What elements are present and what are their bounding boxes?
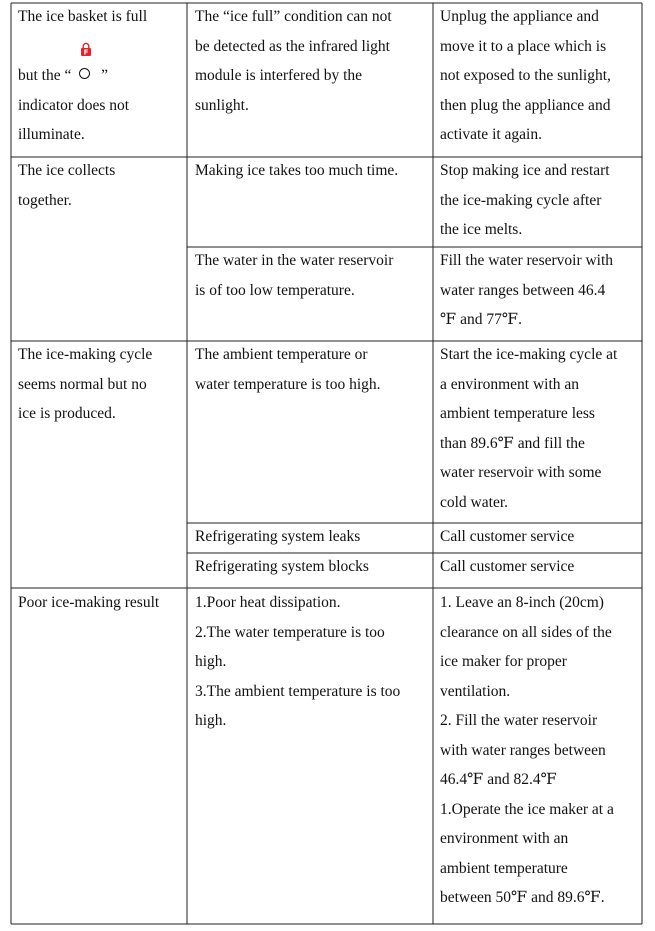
row3b-cause-line: Refrigerating system leaks xyxy=(195,528,361,545)
row3a-cause-cell xyxy=(195,340,431,399)
row4-solution-line: 1.Operate the ice maker at a xyxy=(440,800,614,818)
row3a-solution-line: a environment with an xyxy=(440,375,580,393)
row3c-cause-line: Refrigerating system blocks xyxy=(195,558,369,575)
row3a-solution-cell xyxy=(440,340,640,517)
row2b-solution-cell xyxy=(440,246,640,335)
row2a-solution-line: Stop making ice and restart xyxy=(440,162,610,179)
row4-solution-line: between 50℉ and 89.6℉. xyxy=(440,889,605,906)
row4-cause-cell xyxy=(195,588,431,736)
row2a-solution-line: the ice-making cycle after xyxy=(440,191,602,209)
row2-problem-line: together. xyxy=(18,191,72,209)
row1-solution-line: then plug the appliance and xyxy=(440,96,611,114)
row1-solution-line: activate it again. xyxy=(440,126,542,143)
row3a-cause-line: The ambient temperature or xyxy=(195,346,368,363)
row1-solution-cell xyxy=(440,2,640,150)
row3c-solution-cell xyxy=(440,552,640,582)
row3a-solution-line: cold water. xyxy=(440,493,509,511)
row1-solution-line: Unplug the appliance and xyxy=(440,8,599,25)
lock-icon xyxy=(80,42,92,56)
row4-solution-line: clearance on all sides of the xyxy=(440,623,612,641)
row1-problem-text: ” xyxy=(101,67,109,84)
row1-problem-cell xyxy=(18,2,184,150)
row3-problem-line: seems normal but no xyxy=(18,375,147,393)
row4-cause-line: 1.Poor heat dissipation. xyxy=(195,594,341,611)
row2b-cause-line: The water in the water reservoir xyxy=(195,252,394,269)
row1-problem-line: The ice basket is full xyxy=(18,8,148,25)
row2b-solution-line: Fill the water reservoir with xyxy=(440,252,614,269)
ice-full-indicator-icon xyxy=(75,48,97,80)
row3c-cause-cell xyxy=(195,552,431,582)
row4-solution-line: environment with an xyxy=(440,830,569,847)
row4-solution-line: ambient temperature xyxy=(440,859,568,877)
row4-cause-line: 2.The water temperature is too xyxy=(195,623,385,641)
row3b-solution-line: Call customer service xyxy=(440,528,575,545)
row3-problem-cell xyxy=(18,340,184,429)
row4-problem-cell xyxy=(18,588,184,618)
row4-solution-line: with water ranges between xyxy=(440,741,606,759)
row2b-solution-line: ℉ and 77℉. xyxy=(440,311,522,328)
row2a-cause-line: Making ice takes too much time. xyxy=(195,162,399,179)
row1-problem-text: but the “ xyxy=(18,67,72,84)
row1-problem-line: illuminate. xyxy=(18,126,85,143)
row4-cause-line: high. xyxy=(195,712,227,729)
row1-cause-line: be detected as the infrared light xyxy=(195,37,390,55)
row2-problem-line: The ice collects xyxy=(18,162,116,179)
row4-solution-line: ice maker for proper xyxy=(440,653,567,670)
row3a-cause-line: water temperature is too high. xyxy=(195,375,381,393)
row4-solution-line: 2. Fill the water reservoir xyxy=(440,712,598,729)
row3-problem-line: The ice-making cycle xyxy=(18,346,153,363)
row2b-solution-line: water ranges between 46.4 xyxy=(440,281,606,299)
row3a-solution-line: ambient temperature less xyxy=(440,405,595,422)
row2a-solution-line: the ice melts. xyxy=(440,221,523,238)
row1-problem-line: indicator does not xyxy=(18,96,130,114)
indicator-label: F xyxy=(83,48,89,56)
row1-cause-cell xyxy=(195,2,431,120)
row4-cause-line: 3.The ambient temperature is too xyxy=(195,682,401,700)
row3a-solution-line: Start the ice-making cycle at xyxy=(440,346,618,363)
row4-problem-line: Poor ice-making result xyxy=(18,594,160,611)
row4-solution-line: 46.4℉ and 82.4℉ xyxy=(440,771,557,788)
row1-solution-line: move it to a place which is xyxy=(440,37,607,55)
row1-cause-line: The “ice full” condition can not xyxy=(195,8,392,25)
row4-solution-line: ventilation. xyxy=(440,682,511,700)
row1-problem-indicator-line xyxy=(18,48,184,91)
indicator-ring-icon xyxy=(79,68,90,79)
row1-cause-line: module is interfered by the xyxy=(195,67,363,84)
row2b-cause-line: is of too low temperature. xyxy=(195,281,355,299)
row4-solution-line: 1. Leave an 8-inch (20cm) xyxy=(440,594,604,611)
row2-problem-cell xyxy=(18,156,184,215)
row2a-solution-cell xyxy=(440,156,640,245)
row1-cause-line: sunlight. xyxy=(195,96,249,114)
row3a-solution-line: water reservoir with some xyxy=(440,464,602,481)
row3-problem-line: ice is produced. xyxy=(18,405,116,422)
row1-solution-line: not exposed to the sunlight, xyxy=(440,67,611,84)
row2b-cause-cell xyxy=(195,246,431,305)
row3a-solution-line: than 89.6℉ and fill the xyxy=(440,434,585,452)
row3b-cause-cell xyxy=(195,522,431,552)
row3c-solution-line: Call customer service xyxy=(440,558,575,575)
row1-problem-spacer xyxy=(18,32,184,62)
row4-solution-cell xyxy=(440,588,640,913)
row4-cause-line: high. xyxy=(195,653,227,670)
row3b-solution-cell xyxy=(440,522,640,552)
row2a-cause-cell xyxy=(195,156,431,186)
